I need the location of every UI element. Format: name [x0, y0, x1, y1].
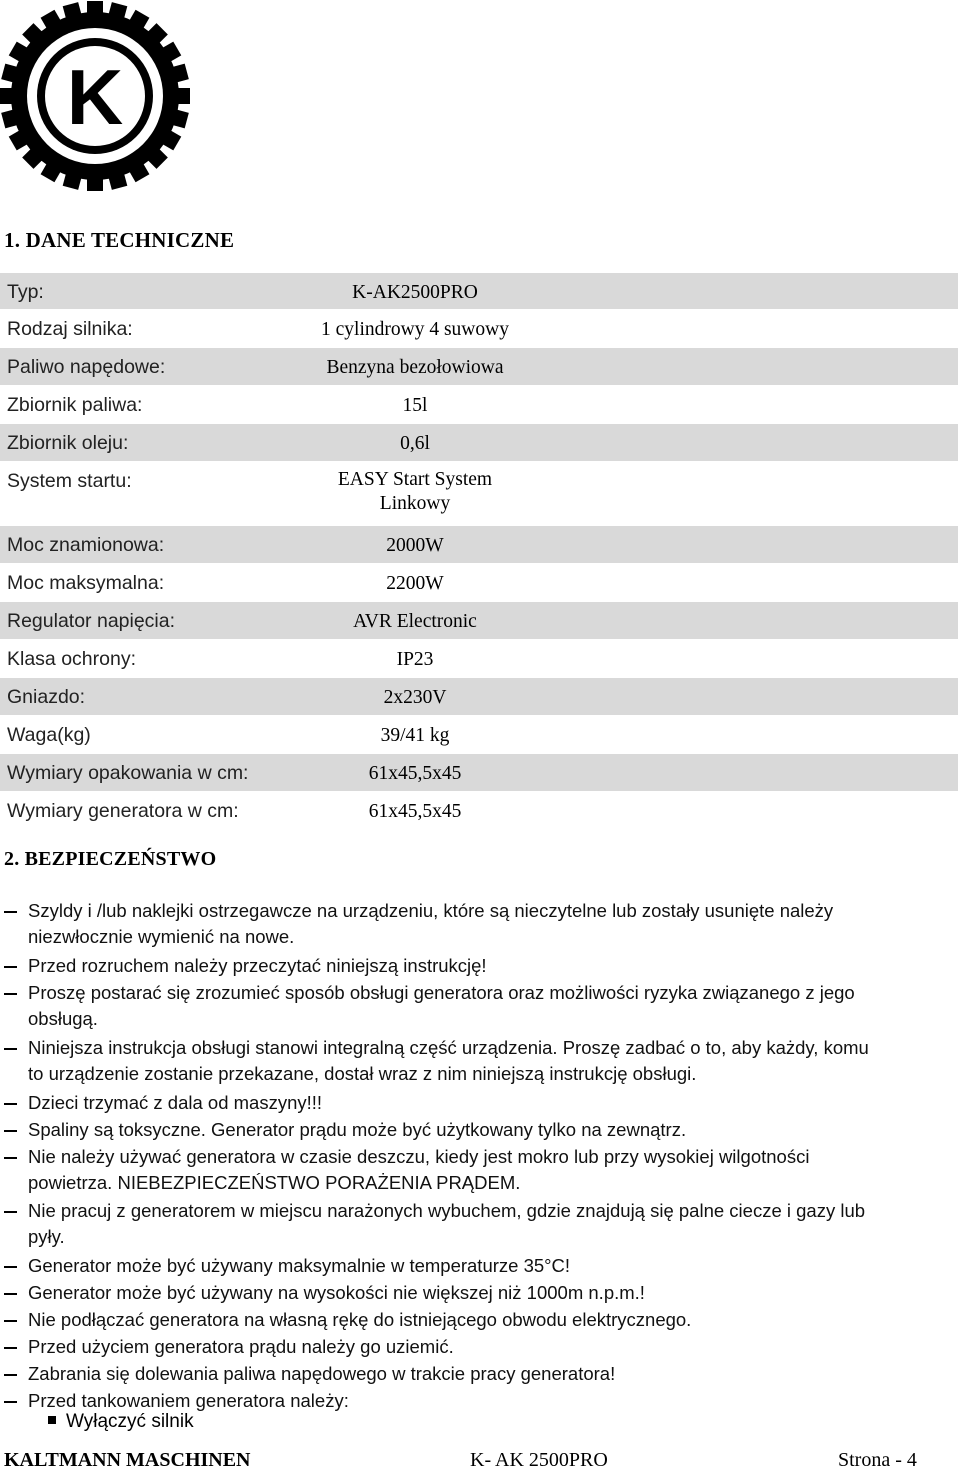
- spec-value-line2: Linkowy: [379, 493, 451, 514]
- spec-row: [0, 564, 958, 601]
- safety-rule-text-line2: niezwłocznie wymienić na nowe.: [28, 926, 295, 947]
- spec-row: [0, 716, 958, 753]
- spec-row: [0, 462, 958, 525]
- safety-rule-text: Niniejsza instrukcja obsługi stanowi integralną część urządzenia. Proszę zadbać o to, aby każdy, komu to urządzenie zostanie przekazane, dostał wraz z nim niniejszą instrukcję obsługi.: [28, 1037, 869, 1084]
- spec-label: Gniazdo:: [7, 686, 86, 708]
- safety-rule-text-line2: to urządzenie zostanie przekazane, dostał wraz z nim niniejszą instrukcję obsługi.: [28, 1063, 697, 1084]
- spec-label: Regulator napięcia:: [7, 610, 176, 632]
- spec-value: K-AK2500PRO: [352, 282, 478, 303]
- spec-row: [0, 602, 958, 639]
- spec-value: EASY Start System Linkowy: [337, 469, 493, 514]
- safety-rule-text: Przed tankowaniem generatora należy:: [28, 1390, 349, 1411]
- spec-row: [0, 310, 958, 347]
- spec-label: Zbiornik oleju:: [7, 432, 129, 454]
- spec-label: Klasa ochrony:: [7, 648, 136, 670]
- spec-value: 2x230V: [383, 687, 447, 708]
- footer-page-number: Strona - 4: [838, 1449, 917, 1471]
- section-title-technical-data: 1. DANE TECHNICZNE: [4, 228, 235, 252]
- spec-value: 61x45,5x45: [368, 763, 462, 784]
- spec-label: System startu:: [7, 470, 132, 492]
- spec-value: 39/41 kg: [380, 725, 450, 746]
- spec-row: [0, 424, 958, 461]
- spec-value: 61x45,5x45: [368, 801, 462, 822]
- safety-rule-text-line2: pyły.: [28, 1226, 65, 1247]
- spec-value: 0,6l: [400, 433, 430, 454]
- footer-company: KALTMANN MASCHINEN: [4, 1449, 251, 1471]
- sub-list-item: [48, 1411, 194, 1433]
- spec-value: AVR Electronic: [353, 611, 477, 632]
- spec-row: [0, 792, 958, 829]
- spec-value: 1 cylindrowy 4 suwowy: [321, 319, 509, 340]
- spec-row: [0, 273, 958, 309]
- safety-rule-text: Generator może być używany maksymalnie w temperaturze 35°C!: [28, 1255, 571, 1276]
- spec-value: 2000W: [386, 535, 444, 556]
- spec-row: [0, 678, 958, 715]
- safety-rule-text: Proszę postarać się zrozumieć sposób obsługi generatora oraz możliwości ryzyka związanego z jego obsługą.: [28, 982, 855, 1029]
- spec-value: 15l: [402, 395, 428, 416]
- spec-row: [0, 754, 958, 791]
- safety-rule-text: Nie podłączać generatora na własną rękę do istniejącego obwodu elektrycznego.: [28, 1309, 692, 1330]
- safety-rule-text: Generator może być używany na wysokości nie większej niż 1000m n.p.m.!: [28, 1282, 645, 1303]
- spec-label: Waga(kg): [7, 724, 91, 746]
- spec-label: Typ:: [7, 281, 44, 303]
- logo-letter: K: [66, 53, 124, 141]
- sub-list-item-text: Wyłączyć silnik: [66, 1411, 194, 1432]
- spec-value: Benzyna bezołowiowa: [326, 357, 504, 378]
- spec-label: Wymiary opakowania w cm:: [7, 762, 249, 784]
- square-bullet-icon: [48, 1416, 56, 1424]
- safety-rule-text: Przed rozruchem należy przeczytać niniejszą instrukcję!: [28, 955, 487, 976]
- safety-rule-text: Zabrania się dolewania paliwa napędowego w trakcie pracy generatora!: [28, 1363, 616, 1384]
- kaltmann-logo: [0, 0, 190, 192]
- spec-label: Zbiornik paliwa:: [7, 394, 143, 416]
- footer-model: K- AK 2500PRO: [470, 1449, 608, 1471]
- spec-label: Wymiary generatora w cm:: [7, 800, 239, 822]
- safety-rule-text: Przed użyciem generatora prądu należy go uziemić.: [28, 1336, 454, 1357]
- spec-label: Moc maksymalna:: [7, 572, 165, 594]
- safety-rule-text-line2: obsługą.: [28, 1008, 98, 1029]
- spec-value: IP23: [396, 649, 434, 670]
- safety-rule-text: Nie należy używać generatora w czasie deszczu, kiedy jest mokro lub przy wysokiej wilgotności powietrza. NIEBEZPIECZEŃSTWO PORAŻENIA PRĄDEM.: [28, 1146, 810, 1193]
- safety-rule-text: Szyldy i /lub naklejki ostrzegawcze na urządzeniu, które są nieczytelne lub zostały usunięte należy niezwłocznie wymienić na nowe.: [28, 900, 834, 947]
- spec-row: [0, 348, 958, 385]
- safety-rule-text: Spaliny są toksyczne. Generator prądu może być użytkowany tylko na zewnątrz.: [28, 1119, 687, 1140]
- spec-value: 2200W: [386, 573, 444, 594]
- section-title-safety: 2. BEZPIECZEŃSTWO: [4, 848, 217, 870]
- safety-rule-text: Nie pracuj z generatorem w miejscu narażonych wybuchem, gdzie znajdują się palne ciecze i gazy lub pyły.: [28, 1200, 866, 1247]
- safety-rule-text: Dzieci trzymać z dala od maszyny!!!: [28, 1092, 323, 1113]
- spec-row: [0, 640, 958, 677]
- spec-label: Paliwo napędowe:: [7, 356, 166, 378]
- spec-label: Moc znamionowa:: [7, 534, 165, 556]
- spec-label: Rodzaj silnika:: [7, 318, 133, 340]
- safety-rule-text-line2: powietrza. NIEBEZPIECZEŃSTWO PORAŻENIA PRĄDEM.: [28, 1172, 521, 1193]
- spec-row: [0, 526, 958, 563]
- spec-row: [0, 386, 958, 423]
